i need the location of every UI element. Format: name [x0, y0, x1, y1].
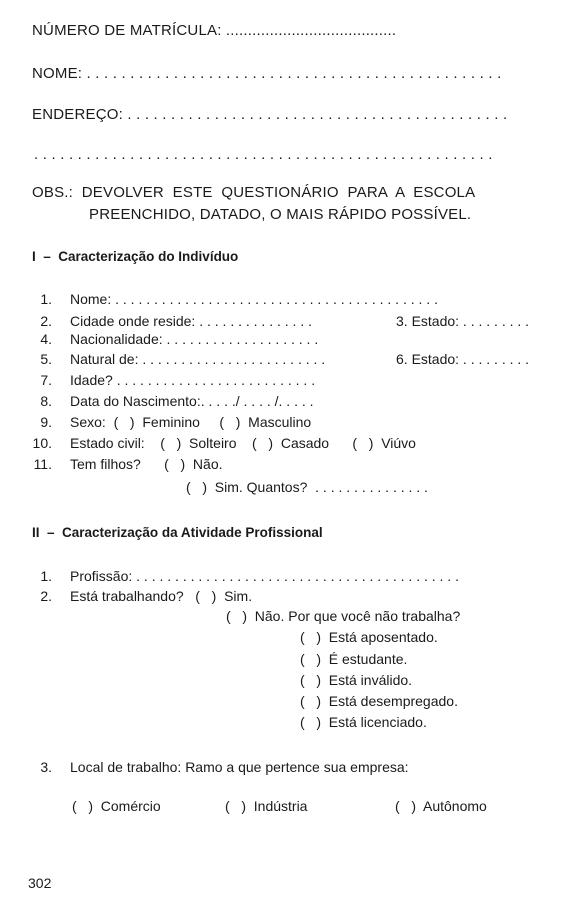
item-estado-3: 3. Estado: . . . . . . . . .	[396, 313, 530, 329]
item-trabalhando: Está trabalhando? ( ) Sim.	[70, 588, 253, 604]
item-number: 10.	[32, 435, 52, 451]
obs-line-2: PREENCHIDO, DATADO, O MAIS RÁPIDO POSSÍVEL.	[89, 206, 472, 223]
ramo-option-industria: ( ) Indústria	[225, 798, 308, 814]
reason-option: ( ) É estudante.	[300, 651, 408, 667]
ramo-option-comercio: ( ) Comércio	[72, 798, 161, 814]
item-nascimento: Data do Nascimento:. . . . ./ . . . . /. . . . .	[70, 393, 314, 409]
item-local-trabalho: Local de trabalho: Ramo a que pertence sua empresa:	[70, 759, 409, 775]
item-filhos: Tem filhos? ( ) Não.	[70, 456, 223, 472]
item-nao-trabalha: ( ) Não. Por que você não trabalha?	[226, 608, 461, 624]
item-number: 1.	[40, 291, 52, 307]
item-idade: Idade? . . . . . . . . . . . . . . . . . . . . . . . . . .	[70, 372, 316, 388]
endereco-continuation: . . . . . . . . . . . . . . . . . . . . . . . . . . . . . . . . . . . . . . . . . . . . . . . . . . . . .	[34, 146, 493, 163]
reason-option: ( ) Está aposentado.	[300, 629, 438, 645]
item-filhos-sim: ( ) Sim. Quantos? . . . . . . . . . . . . . . .	[186, 479, 428, 495]
section-2-title: II – Caracterização da Atividade Profissional	[32, 525, 323, 540]
matricula-field: NÚMERO DE MATRÍCULA: .......................................	[32, 22, 397, 39]
reason-option: ( ) Está inválido.	[300, 672, 413, 688]
item-number: 9.	[40, 414, 52, 430]
endereco-field: ENDEREÇO: . . . . . . . . . . . . . . . . . . . . . . . . . . . . . . . . . . . . . . . . . . . .	[32, 106, 508, 123]
section-1-title: I – Caracterização do Indivíduo	[32, 249, 239, 264]
item-estado-civil: Estado civil: ( ) Solteiro ( ) Casado ( ) Viúvo	[70, 435, 416, 451]
nome-field: NOME: . . . . . . . . . . . . . . . . . . . . . . . . . . . . . . . . . . . . . . . . . . . . . . . .	[32, 65, 502, 82]
page-number: 302	[28, 875, 52, 891]
obs-line-1: OBS.: DEVOLVER ESTE QUESTIONÁRIO PARA A ESCOLA	[32, 184, 476, 201]
item-number: 2.	[40, 588, 52, 604]
item-natural: Natural de: . . . . . . . . . . . . . . . . . . . . . . . .	[70, 351, 326, 367]
item-number: 7.	[40, 372, 52, 388]
item-number: 1.	[40, 568, 52, 584]
item-number: 8.	[40, 393, 52, 409]
item-number: 11.	[33, 456, 52, 472]
item-profissao: Profissão: . . . . . . . . . . . . . . . . . . . . . . . . . . . . . . . . . . . . . . . . . .	[70, 568, 459, 584]
item-estado-6: 6. Estado: . . . . . . . . .	[396, 351, 530, 367]
item-number: 4.	[40, 331, 52, 347]
item-nacionalidade: Nacionalidade: . . . . . . . . . . . . . . . . . . . .	[70, 331, 319, 347]
item-number: 2.	[40, 313, 52, 329]
item-number: 5.	[40, 351, 52, 367]
reason-option: ( ) Está licenciado.	[300, 714, 427, 730]
item-nome: Nome: . . . . . . . . . . . . . . . . . . . . . . . . . . . . . . . . . . . . . . . . . .	[70, 291, 438, 307]
item-sexo: Sexo: ( ) Feminino ( ) Masculino	[70, 414, 312, 430]
item-number: 3.	[40, 759, 52, 775]
item-cidade: Cidade onde reside: . . . . . . . . . . . . . . .	[70, 313, 312, 329]
reason-option: ( ) Está desempregado.	[300, 693, 458, 709]
ramo-option-autonomo: ( ) Autônomo	[395, 798, 487, 814]
